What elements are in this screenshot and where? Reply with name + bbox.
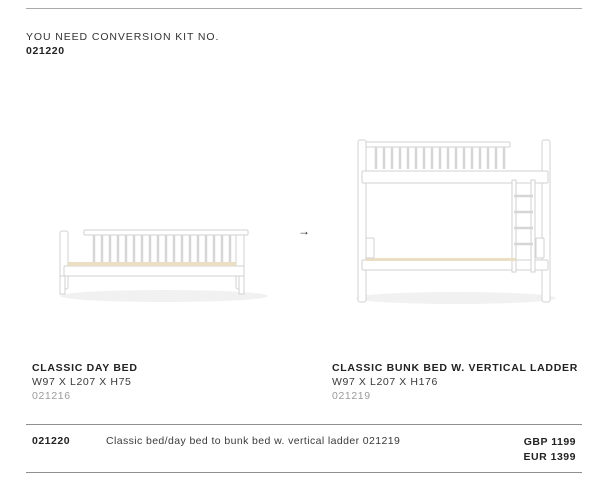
product-code: 021216 — [32, 390, 71, 402]
price-gbp: GBP 1199 — [523, 436, 576, 448]
product-dimensions: W97 X L207 X H75 — [32, 376, 132, 388]
product-day-bed — [32, 362, 138, 402]
row-bottom-divider — [26, 472, 582, 473]
top-divider — [26, 8, 582, 9]
product-code: 021219 — [332, 390, 371, 402]
row-top-divider — [26, 424, 582, 425]
bunk-bed-image — [352, 134, 558, 306]
product-name: CLASSIC BUNK BED W. VERTICAL LADDER — [332, 362, 578, 374]
kit-row-prices — [524, 435, 576, 465]
product-dimensions: W97 X L207 X H176 — [332, 376, 438, 388]
kit-row-code: 021220 — [32, 435, 71, 447]
product-name: CLASSIC DAY BED — [32, 362, 138, 374]
product-bunk-bed — [332, 362, 578, 402]
conversion-kit-heading: YOU NEED CONVERSION KIT NO. — [26, 31, 220, 43]
price-eur: EUR 1399 — [523, 451, 576, 463]
arrow-right-icon: → — [298, 224, 310, 238]
kit-row-description: Classic bed/day bed to bunk bed w. vertical ladder 021219 — [106, 435, 401, 447]
conversion-kit-number: 021220 — [26, 45, 65, 57]
day-bed-image — [54, 222, 272, 306]
